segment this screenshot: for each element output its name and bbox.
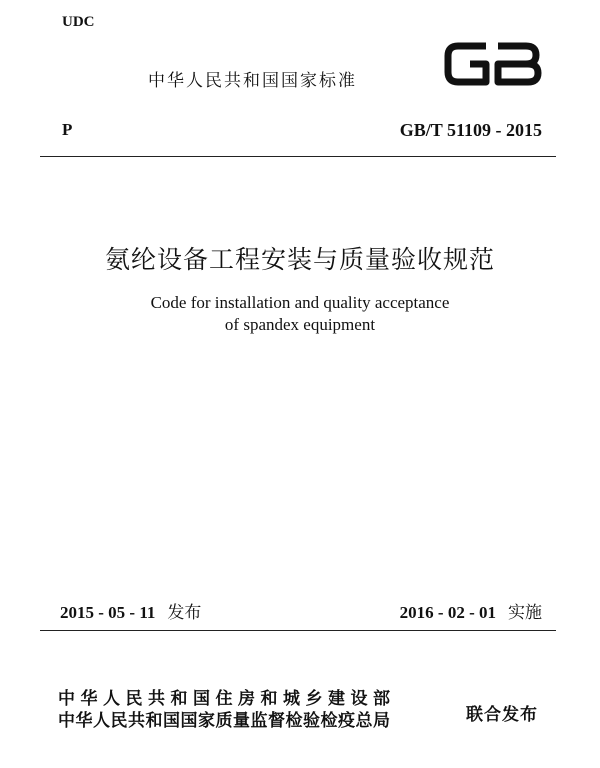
- effective-word: 实施: [508, 603, 542, 623]
- bottom-divider: [40, 630, 556, 631]
- udc-label: UDC: [62, 14, 95, 30]
- effective-date-block: [400, 598, 542, 623]
- top-divider: [40, 156, 556, 157]
- standard-number: GB/T 51109 - 2015: [399, 120, 542, 140]
- title-english-line2: of spandex equipment: [224, 315, 376, 334]
- issue-date-block: [60, 598, 201, 623]
- joint-issue-label: 联合发布: [466, 705, 538, 725]
- standard-type: 中华人民共和国国家标准: [148, 71, 357, 91]
- title-english: [0, 292, 600, 336]
- title-english-line1: Code for installation and quality acceptance: [150, 293, 450, 312]
- effective-date: 2016 - 02 - 01: [399, 603, 496, 622]
- issuer-ministry-housing: 中华人民共和国住房和城乡建设部: [58, 689, 396, 709]
- issuers-block: [58, 688, 396, 732]
- issue-date: 2015 - 05 - 11: [60, 603, 156, 622]
- title-chinese: 氨纶设备工程安装与质量验收规范: [104, 245, 495, 274]
- category-code: P: [62, 120, 73, 139]
- gb-logo-icon: [440, 36, 544, 92]
- issuer-aqsiq: 中华人民共和国国家质量监督检验检疫总局: [58, 711, 391, 731]
- issue-word: 发布: [167, 603, 202, 623]
